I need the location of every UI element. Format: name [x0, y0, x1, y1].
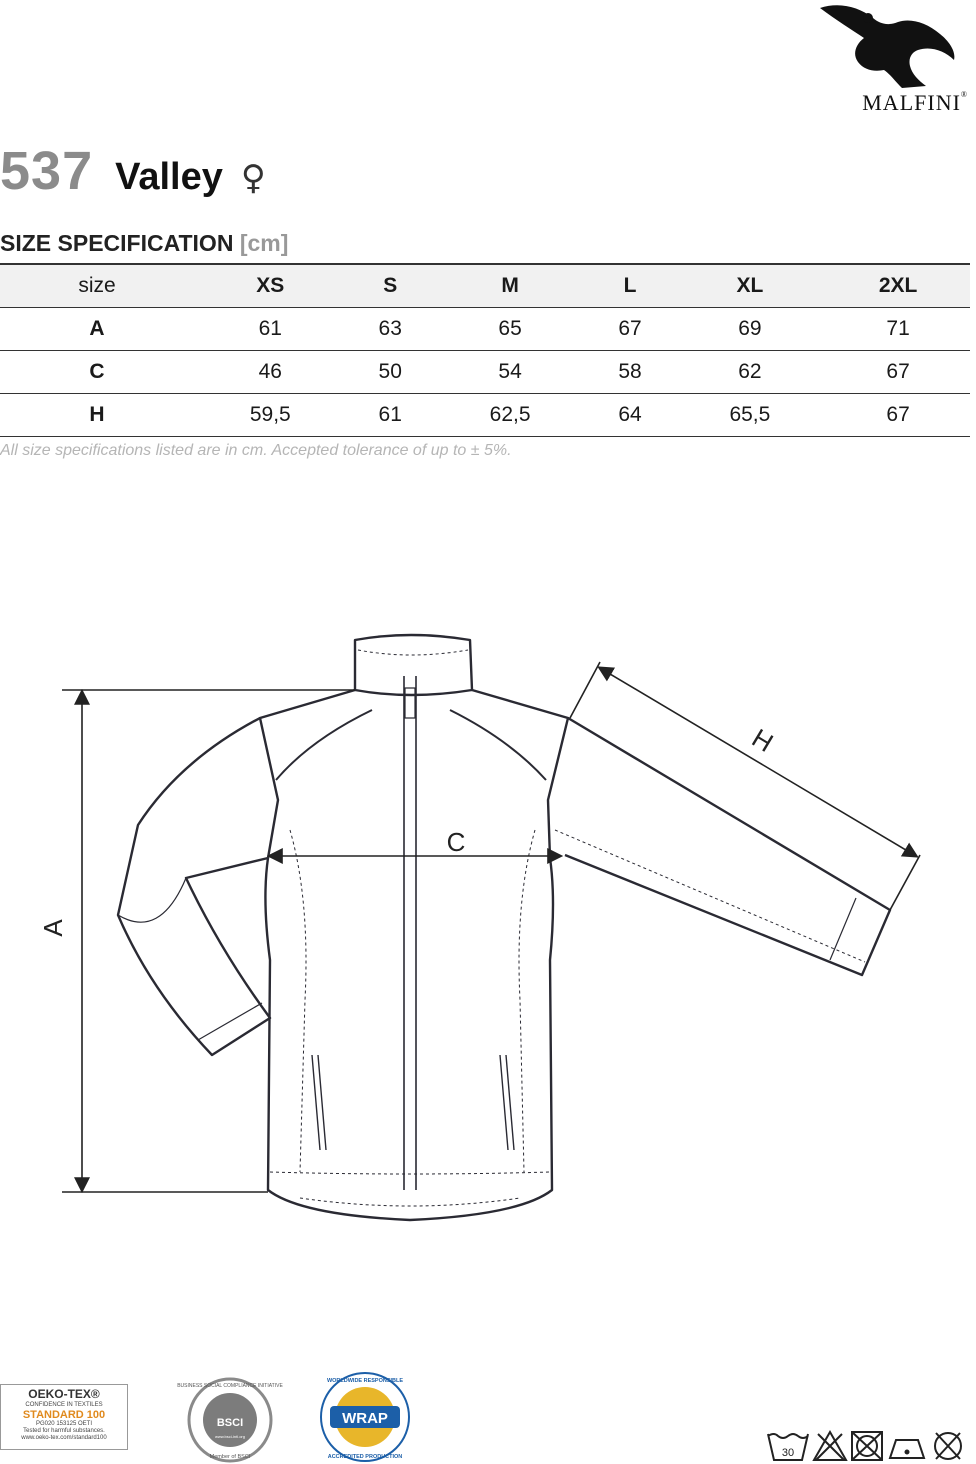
no-tumble-dry-icon [852, 1432, 882, 1460]
wrap-bottom-text: ACCREDITED PRODUCTION [327, 1454, 403, 1460]
table-cell: 59,5 [194, 394, 347, 437]
size-spec-title: SIZE SPECIFICATION [0, 230, 234, 256]
no-dry-clean-icon [935, 1433, 961, 1459]
table-cell: 54 [434, 351, 587, 394]
column-header: 2XL [826, 264, 970, 308]
table-cell: 50 [347, 351, 434, 394]
oeko-code: PG020 153125 OETI [35, 1421, 93, 1428]
table-cell: 61 [194, 308, 347, 351]
table-cell: 58 [586, 351, 673, 394]
table-cell: 64 [586, 394, 673, 437]
table-cell: 71 [826, 308, 970, 351]
jacket-drawing [0, 600, 976, 1240]
table-row [0, 308, 970, 351]
size-table [0, 263, 970, 437]
oeko-standard: STANDARD 100 [22, 1408, 106, 1421]
row-label: A [0, 308, 194, 351]
column-header: L [586, 264, 673, 308]
size-spec-unit: [cm] [239, 230, 289, 256]
wrap-badge [318, 1370, 412, 1464]
brand-logo [808, 0, 968, 120]
wash-temp-label: 30 [781, 1447, 795, 1459]
table-cell: 67 [826, 394, 970, 437]
dimension-label-c: C [446, 827, 466, 857]
table-cell: 67 [586, 308, 673, 351]
column-header: S [347, 264, 434, 308]
bsci-center: BSCI [216, 1417, 244, 1429]
row-label: C [0, 351, 194, 394]
wrap-top-text: WORLDWIDE RESPONSIBLE [326, 1378, 404, 1384]
oeko-url: www.oeko-tex.com/standard100 [21, 1435, 107, 1442]
product-title [0, 140, 266, 200]
care-symbols [766, 1426, 972, 1464]
table-cell: 62,5 [434, 394, 587, 437]
oeko-tested: Tested for harmful substances. [23, 1428, 105, 1435]
brand-name: MALFINI [862, 90, 961, 115]
brand-reg-mark: ® [960, 90, 968, 99]
table-cell: 46 [194, 351, 347, 394]
table-cell: 61 [347, 394, 434, 437]
table-cell: 65 [434, 308, 587, 351]
eagle-icon [818, 0, 958, 90]
oeko-subtitle: CONFIDENCE IN TEXTILES [25, 1401, 103, 1408]
column-header: XS [194, 264, 347, 308]
column-header: size [0, 264, 194, 308]
bsci-url: www.bsci-intl.org [214, 1434, 246, 1439]
table-cell: 69 [674, 308, 827, 351]
dimension-label-h: H [746, 722, 779, 758]
table-cell: 65,5 [674, 394, 827, 437]
table-cell: 67 [826, 351, 970, 394]
column-header: M [434, 264, 587, 308]
table-cell: 62 [674, 351, 827, 394]
table-row [0, 351, 970, 394]
column-header: XL [674, 264, 827, 308]
row-label: H [0, 394, 194, 437]
size-spec-heading [0, 230, 288, 257]
product-number: 537 [0, 141, 94, 201]
bsci-badge [177, 1376, 283, 1464]
table-row [0, 394, 970, 437]
product-name: Valley [115, 156, 223, 198]
bsci-member: Member of BSCI [209, 1454, 251, 1460]
oeko-tex-badge [0, 1384, 128, 1450]
oeko-title: OEKO-TEX® [28, 1387, 100, 1401]
female-icon: ♀ [240, 158, 266, 198]
bsci-ring-text: BUSINESS SOCIAL COMPLIANCE INITIATIVE [177, 1383, 283, 1389]
table-header-row [0, 264, 970, 308]
wrap-center: WRAP [342, 1410, 388, 1427]
no-bleach-icon [814, 1432, 846, 1460]
iron-low-icon [890, 1440, 924, 1458]
tolerance-note: All size specifications listed are in cm. Accepted tolerance of up to ± 5%. [0, 442, 512, 459]
table-cell: 63 [347, 308, 434, 351]
dimension-label-a: A [38, 919, 68, 937]
